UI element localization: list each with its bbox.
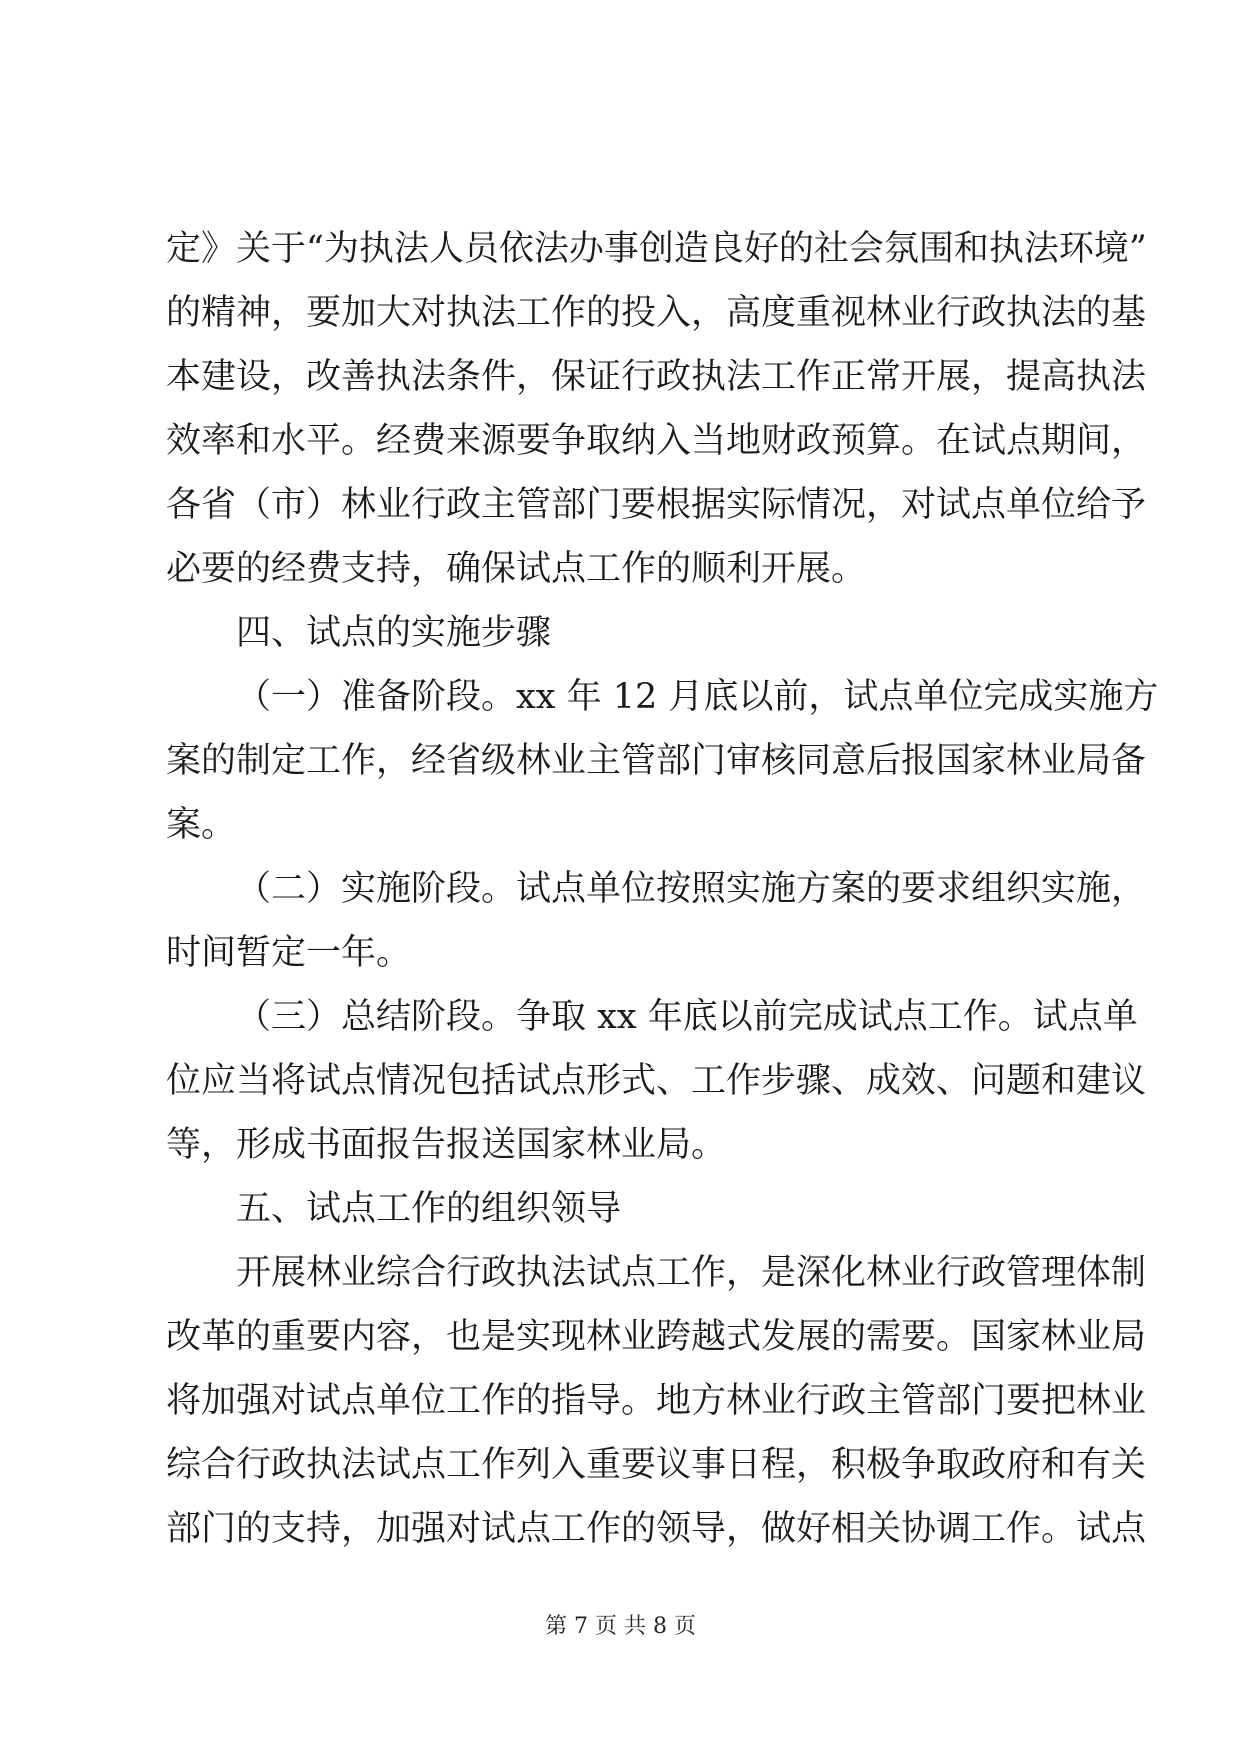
text-line: 必要的经费支持，确保试点工作的顺利开展。	[166, 549, 867, 589]
page-number-footer: 第 7 页 共 8 页	[545, 1614, 696, 1639]
text-line: 本建设，改善执法条件，保证行政执法工作正常开展，提高执法	[166, 357, 1147, 397]
text-line: 定》关于“为执法人员依法办事创造良好的社会氛围和执法环境”	[166, 229, 1147, 269]
text-line: （一）准备阶段。xx 年 12 月底以前，试点单位完成实施方	[236, 677, 1159, 717]
text-line: 时间暂定一年。	[166, 933, 412, 973]
text-line: （三）总结阶段。争取 xx 年底以前完成试点工作。试点单	[236, 997, 1138, 1037]
text-line: 案。	[166, 805, 237, 845]
text-line: 部门的支持，加强对试点工作的领导，做好相关协调工作。试点	[166, 1509, 1147, 1549]
text-line: 各省（市）林业行政主管部门要根据实际情况，对试点单位给予	[166, 485, 1147, 525]
text-line: 效率和水平。经费来源要争取纳入当地财政预算。在试点期间，	[166, 421, 1147, 461]
text-line: 位应当将试点情况包括试点形式、工作步骤、成效、问题和建议	[166, 1061, 1147, 1101]
text-line: 综合行政执法试点工作列入重要议事日程，积极争取政府和有关	[166, 1445, 1147, 1485]
text-line: 案的制定工作，经省级林业主管部门审核同意后报国家林业局备	[166, 741, 1147, 781]
text-line: （二）实施阶段。试点单位按照实施方案的要求组织实施，	[236, 869, 1147, 909]
text-line: 改革的重要内容，也是实现林业跨越式发展的需要。国家林业局	[166, 1317, 1147, 1357]
section-heading: 四、试点的实施步骤	[236, 613, 552, 653]
section-heading: 五、试点工作的组织领导	[236, 1189, 622, 1229]
text-line: 将加强对试点单位工作的指导。地方林业行政主管部门要把林业	[166, 1381, 1147, 1421]
text-line: 开展林业综合行政执法试点工作，是深化林业行政管理体制	[236, 1253, 1147, 1293]
text-line: 等，形成书面报告报送国家林业局。	[166, 1125, 727, 1165]
text-line: 的精神，要加大对执法工作的投入，高度重视林业行政执法的基	[166, 293, 1147, 333]
